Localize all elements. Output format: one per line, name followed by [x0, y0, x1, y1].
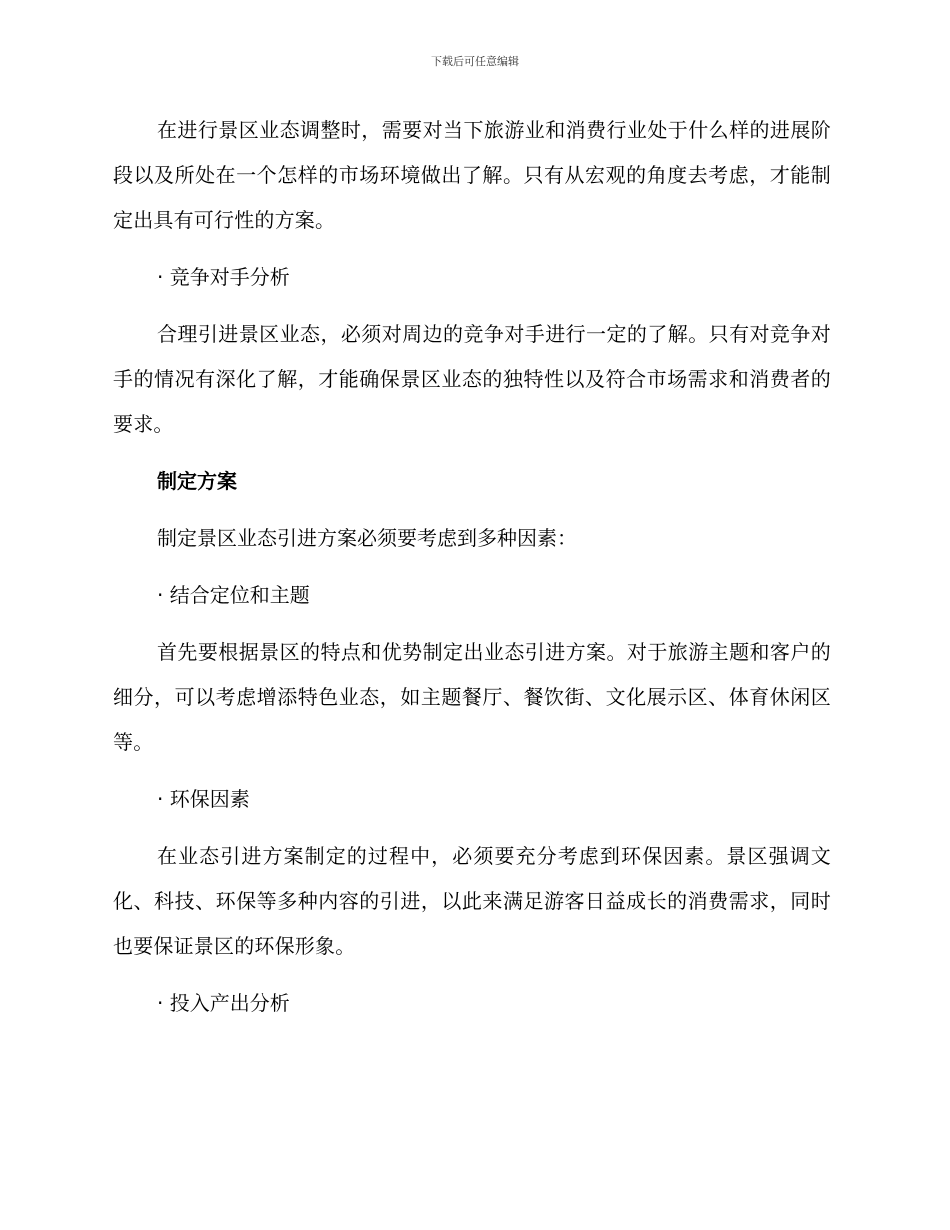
bullet-positioning-theme: · 结合定位和主题 [157, 583, 310, 607]
paragraph-competitor-analysis: 合理引进景区业态，必须对周边的竞争对手进行一定的了解。只有对竞争对手的情况有深化了解，才能确保景区业态的独特性以及符合市场需求和消费者的要求。 [113, 322, 831, 436]
spacer [113, 504, 831, 516]
spacer [113, 300, 831, 312]
page-header: 下载后可任意编辑 [431, 55, 519, 68]
paragraph-positioning-theme: 首先要根据景区的特点和优势制定出业态引进方案。对于旅游主题和客户的细分，可以考虑增添特色业态，如主题餐厅、餐饮街、文化展示区、体育休闲区等。 [113, 640, 831, 754]
spacer [113, 969, 831, 981]
bullet-input-output: · 投入产出分析 [157, 991, 290, 1015]
spacer [113, 561, 831, 573]
spacer [113, 618, 831, 630]
spacer [113, 447, 831, 459]
bullet-environment: · 环保因素 [157, 787, 250, 811]
paragraph-market-environment: 在进行景区业态调整时，需要对当下旅游业和消费行业处于什么样的进展阶段以及所处在一个怎样的市场环境做出了解。只有从宏观的角度去考虑，才能制定出具有可行性的方案。 [113, 118, 831, 232]
spacer [113, 243, 831, 255]
paragraph-environment: 在业态引进方案制定的过程中，必须要充分考虑到环保因素。景区强调文化、科技、环保等多种内容的引进，以此来满足游客日益成长的消费需求，同时也要保证景区的环保形象。 [113, 844, 831, 958]
document-body [113, 108, 831, 1026]
spacer [113, 822, 831, 834]
spacer [113, 765, 831, 777]
bullet-competitor-analysis: · 竞争对手分析 [157, 265, 290, 289]
paragraph-plan-intro: 制定景区业态引进方案必须要考虑到多种因素： [157, 526, 577, 550]
section-heading-plan: 制定方案 [157, 469, 237, 493]
